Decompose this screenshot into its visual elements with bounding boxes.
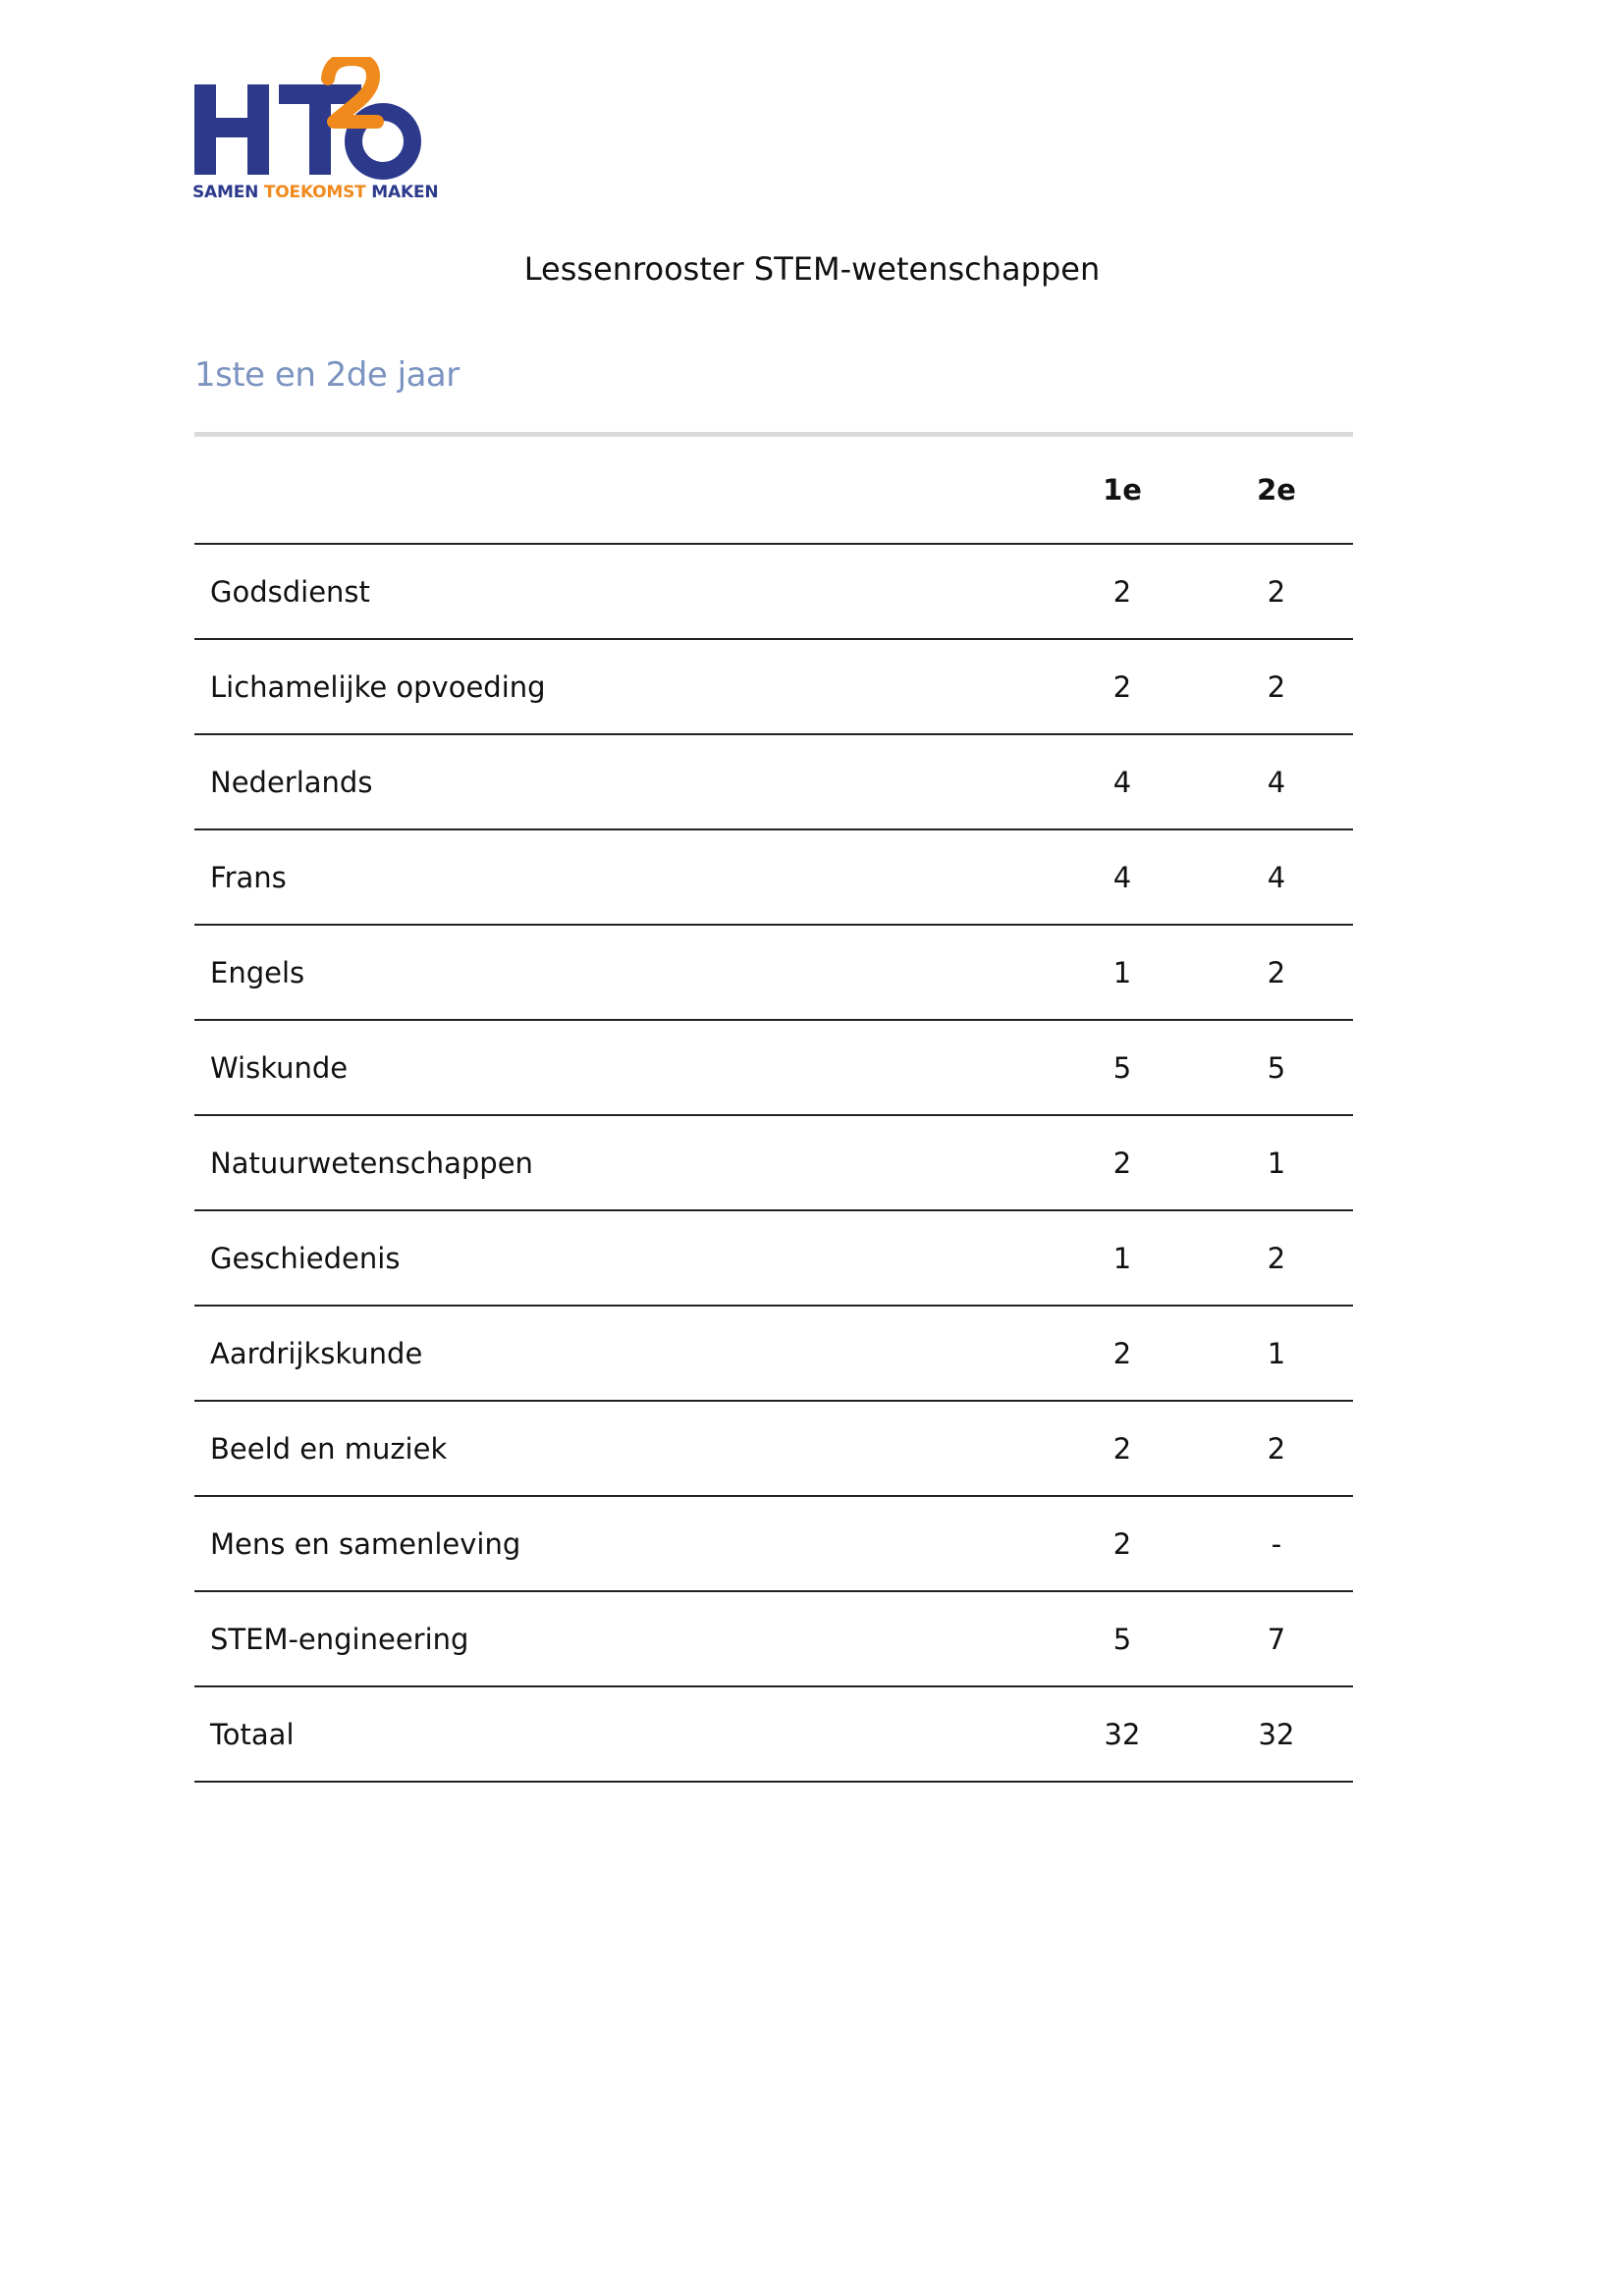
tagline-maken: MAKEN (371, 183, 439, 202)
hours-year-2: 4 (1200, 734, 1353, 829)
subject-cell: Lichamelijke opvoeding (194, 639, 1045, 734)
subject-cell: Frans (194, 829, 1045, 925)
school-logo (192, 57, 438, 204)
hours-year-2: 1 (1200, 1306, 1353, 1401)
table-row (194, 829, 1353, 925)
subject-cell: Engels (194, 925, 1045, 1020)
hours-year-1: 4 (1045, 734, 1200, 829)
hours-year-1: 2 (1045, 1115, 1200, 1210)
hours-year-1: 2 (1045, 1401, 1200, 1496)
table-row (194, 925, 1353, 1020)
table-row (194, 1115, 1353, 1210)
subject-cell: Beeld en muziek (194, 1401, 1045, 1496)
hours-year-2: 5 (1200, 1020, 1353, 1115)
hours-year-1: 2 (1045, 1496, 1200, 1591)
table-row (194, 1210, 1353, 1306)
table-row (194, 1401, 1353, 1496)
subject-cell: Natuurwetenschappen (194, 1115, 1045, 1210)
hours-year-1: 5 (1045, 1020, 1200, 1115)
subject-cell: Mens en samenleving (194, 1496, 1045, 1591)
hours-year-2: 2 (1200, 1401, 1353, 1496)
subject-cell: Geschiedenis (194, 1210, 1045, 1306)
hours-year-2: 4 (1200, 829, 1353, 925)
section-heading: 1ste en 2de jaar (194, 355, 460, 395)
table-row (194, 1591, 1353, 1686)
hours-year-1: 2 (1045, 544, 1200, 639)
hours-year-1: 2 (1045, 1306, 1200, 1401)
hours-year-2: 2 (1200, 639, 1353, 734)
subject-cell: Godsdienst (194, 544, 1045, 639)
table-row (194, 734, 1353, 829)
hours-year-1: 5 (1045, 1591, 1200, 1686)
table-row (194, 1496, 1353, 1591)
table-row (194, 544, 1353, 639)
logo-tagline (192, 183, 438, 202)
table-total-row (194, 1686, 1353, 1782)
header-year-1: 1e (1045, 437, 1200, 544)
hours-year-2: 2 (1200, 1210, 1353, 1306)
subject-cell: STEM-engineering (194, 1591, 1045, 1686)
subject-cell: Nederlands (194, 734, 1045, 829)
hours-year-2: - (1200, 1496, 1353, 1591)
table-row (194, 1020, 1353, 1115)
total-year-2: 32 (1200, 1686, 1353, 1782)
hours-year-2: 2 (1200, 544, 1353, 639)
ht2o-logo-mark (192, 57, 438, 180)
table-row (194, 639, 1353, 734)
hours-year-1: 1 (1045, 1210, 1200, 1306)
tagline-samen: SAMEN (192, 183, 259, 202)
header-subject (194, 437, 1045, 544)
table-row (194, 1306, 1353, 1401)
table-header-row (194, 437, 1353, 544)
hours-year-2: 7 (1200, 1591, 1353, 1686)
subject-cell: Wiskunde (194, 1020, 1045, 1115)
hours-year-2: 2 (1200, 925, 1353, 1020)
subject-cell: Aardrijkskunde (194, 1306, 1045, 1401)
hours-year-1: 1 (1045, 925, 1200, 1020)
hours-year-1: 2 (1045, 639, 1200, 734)
header-year-2: 2e (1200, 437, 1353, 544)
hours-year-1: 4 (1045, 829, 1200, 925)
tagline-toekomst: TOEKOMST (263, 183, 366, 202)
lessenrooster-table (194, 437, 1353, 1783)
document-title: Lessenrooster STEM-wetenschappen (523, 250, 1101, 288)
total-label-cell: Totaal (194, 1686, 1045, 1782)
hours-year-2: 1 (1200, 1115, 1353, 1210)
total-year-1: 32 (1045, 1686, 1200, 1782)
